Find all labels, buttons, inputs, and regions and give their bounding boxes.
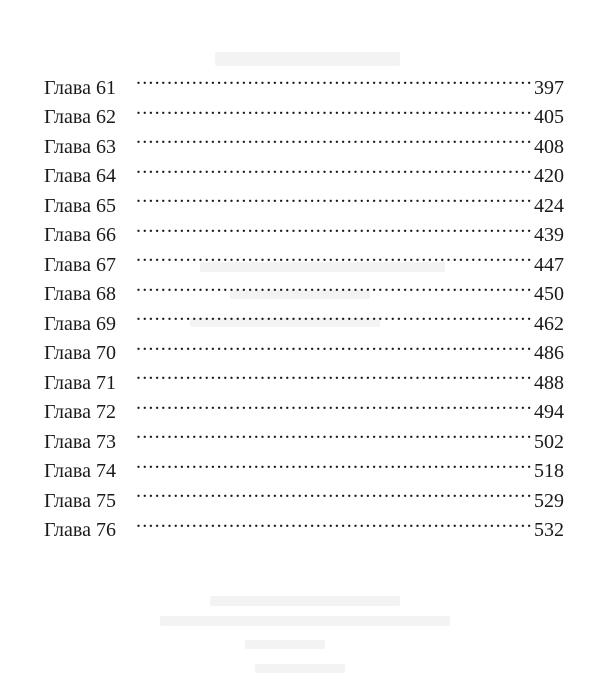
toc-entry (44, 64, 564, 99)
toc-entry-title: Глава 71 (44, 371, 116, 394)
show-through-mark (160, 616, 450, 626)
toc-leader-dots (136, 507, 533, 537)
toc-entry-page: 502 (534, 430, 564, 453)
toc-leader-dots (136, 212, 533, 242)
toc-leader-dots (136, 123, 533, 153)
toc-entry-title: Глава 66 (44, 224, 116, 246)
toc-entry-page: 439 (534, 224, 564, 246)
toc-entry-title: Глава 65 (44, 194, 116, 217)
toc-entry-page: 494 (534, 401, 564, 423)
toc-leader-dots (136, 241, 533, 271)
table-of-contents (44, 64, 564, 541)
toc-entry-page: 447 (534, 253, 564, 276)
toc-entry-page: 462 (534, 312, 564, 335)
toc-leader-dots (136, 330, 533, 360)
toc-entry-page: 424 (534, 194, 564, 217)
toc-leader-dots (136, 153, 533, 183)
toc-entry-title: Глава 75 (44, 489, 116, 512)
toc-entry-page: 450 (534, 283, 564, 305)
toc-entry-page: 529 (534, 489, 564, 512)
show-through-mark (255, 664, 345, 673)
toc-leader-dots (136, 359, 533, 389)
toc-entry-page: 408 (534, 135, 564, 158)
show-through-mark (245, 640, 325, 649)
toc-entry-title: Глава 69 (44, 312, 116, 335)
toc-entry-title: Глава 74 (44, 460, 116, 482)
toc-entry-page: 486 (534, 342, 564, 364)
toc-entry-title: Глава 73 (44, 430, 116, 453)
toc-entry-title: Глава 68 (44, 283, 116, 305)
toc-entry-title: Глава 61 (44, 76, 116, 99)
toc-entry-title: Глава 72 (44, 401, 116, 423)
toc-leader-dots (136, 182, 533, 212)
toc-leader-dots (136, 448, 533, 478)
toc-entry-title: Глава 70 (44, 342, 116, 364)
toc-leader-dots (136, 477, 533, 507)
toc-leader-dots (136, 271, 533, 301)
toc-entry-page: 488 (534, 371, 564, 394)
toc-entry-title: Глава 62 (44, 106, 116, 128)
toc-entry-page: 518 (534, 460, 564, 482)
toc-entry-page: 420 (534, 165, 564, 187)
toc-entry-title: Глава 63 (44, 135, 116, 158)
toc-leader-dots (136, 300, 533, 330)
toc-entry-page: 532 (534, 519, 564, 541)
toc-entry-page: 397 (534, 76, 564, 99)
toc-leader-dots (136, 94, 533, 124)
toc-leader-dots (136, 389, 533, 419)
toc-entry-title: Глава 67 (44, 253, 116, 276)
toc-leader-dots (136, 418, 533, 448)
toc-entry-page: 405 (534, 106, 564, 128)
show-through-mark (210, 596, 400, 606)
toc-entry-title: Глава 76 (44, 519, 116, 541)
toc-leader-dots (136, 64, 533, 94)
toc-entry-title: Глава 64 (44, 165, 116, 187)
